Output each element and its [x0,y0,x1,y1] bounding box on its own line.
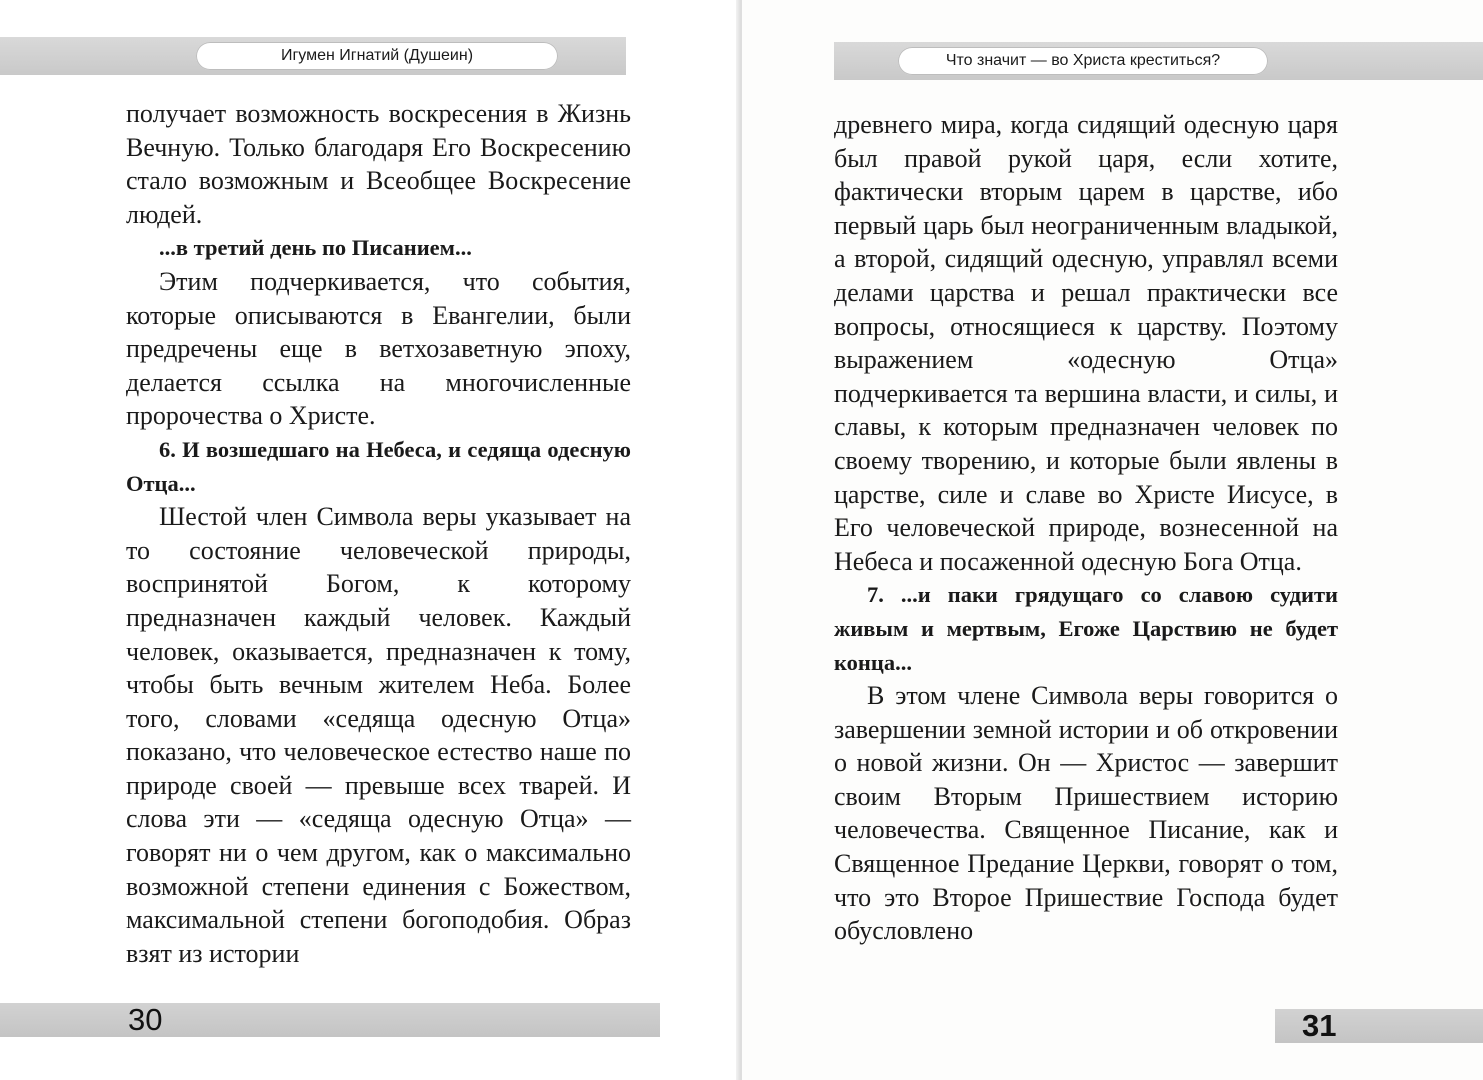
right-page-number: 31 [1302,1008,1337,1043]
left-footer-band [0,1003,660,1037]
right-page [742,0,1483,1080]
right-paragraph-1: древнего мира, когда сидящий одесную царя был правой рукой царя, если хотите, фактически вторым царем в царстве, ибо первый царь был неограниченным владыкой, а второй, сидящий одесную, управлял всеми делами царства и решал практически все вопросы, относящиеся к царству. Поэтому выражением «одесную Отца» подчеркивается та вершина власти, и силы, и славы, к которым предназначен человек по своему творению, и которые были явлены в царстве, силе и славе во Христе Иисусе, в Его человеческой природе, вознесенной на Небеса и посаженной одесную Бога Отца. [834,110,1338,576]
left-page-number: 30 [128,1002,163,1037]
left-paragraph-1: получает возможность воскресения в Жизнь Вечную. Только благодаря Его Воскресению стало возможным и Всеобщее Воскресение людей. [126,99,631,229]
right-running-header: Что значит — во Христа креститься? [898,47,1268,75]
right-paragraph-2: В этом члене Символа веры говорится о завершении земной истории и об откровении о новой жизни. Он — Христос — завершит своим Вторым Пришествием историю человечества. Священное Писание, как и Священное Предание Церкви, говорят о том, что это Второе Пришествие Господа будет обусловлено [834,681,1338,946]
left-running-header: Игумен Игнатий (Душеин) [196,42,558,70]
left-text-block [126,97,631,970]
left-paragraph-3: Шестой член Символа веры указывает на то состояние человеческой природы, воспринятой Богом, к которому предназначен каждый человек. Каждый человек, оказывается, предназначен к тому, чтобы быть вечным жителем Неба. Более того, словами «седяща одесную Отца» показано, что человеческое естество наше по природе своей — превыше всех тварей. И слова эти — «седяща одесную Отца» — говорят ни о чем другом, как о максимально возможной степени единения с Божеством, максимальной степени богоподобия. Образ взят из истории [126,502,631,968]
left-page [0,0,740,1080]
left-paragraph-2: Этим подчеркивается, что события, которые описываются в Евангелии, были предречены еще в ветхозаветную эпоху, делается ссылка на многочисленные пророчества о Христе. [126,266,631,431]
left-heading-1: ...в третий день по Писанием... [159,235,472,261]
right-text-block [834,108,1338,948]
right-heading-1: 7. ...и паки грядущаго со славою судити живым и мертвым, Егоже Царствию не будет конца... [834,582,1338,675]
left-heading-2: 6. И возшедшаго на Небеса, и седяща одесную Отца... [126,436,631,496]
